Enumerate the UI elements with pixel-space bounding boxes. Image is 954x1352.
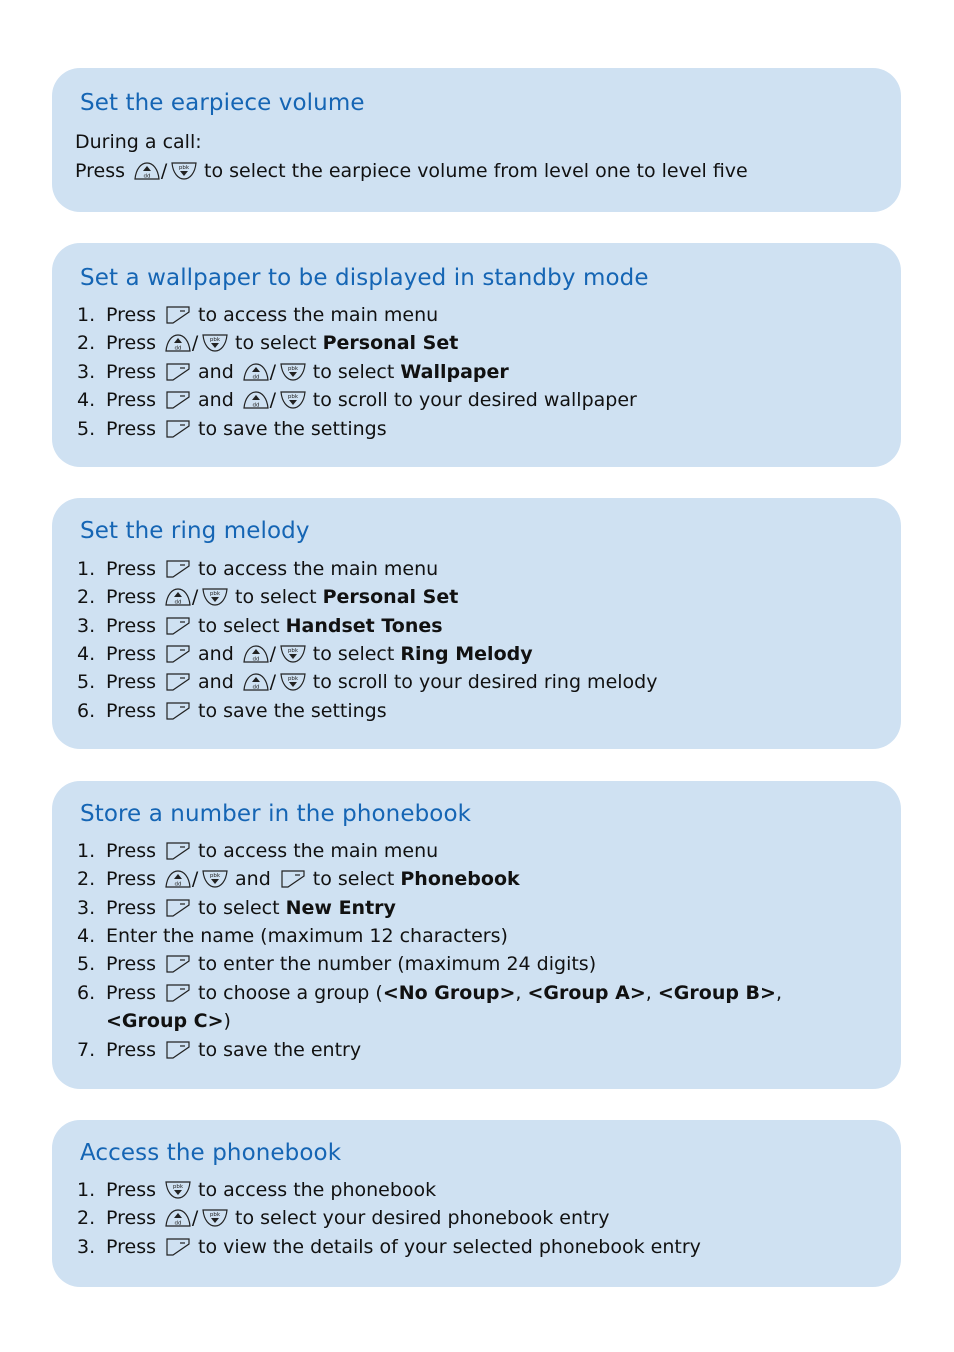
section-ring-melody (52, 498, 901, 749)
step-text: to access the phonebook (198, 1179, 437, 1201)
instruction-text: to select the earpiece volume from level one to level five (204, 160, 748, 182)
section-title: Store a number in the phonebook (80, 801, 472, 827)
menu-key-icon (164, 1237, 192, 1257)
step-item (77, 1038, 361, 1062)
step-number: 5. (77, 418, 96, 440)
press-text: Press (106, 953, 157, 975)
menu-key-icon (164, 419, 192, 439)
step-item (77, 839, 438, 863)
step-text: to save the entry (198, 1039, 362, 1061)
step-text: to access the main menu (198, 840, 439, 862)
step-continuation (106, 1009, 231, 1033)
press-text: Press (106, 671, 157, 693)
menu-key-icon (164, 616, 192, 636)
up-key-icon (164, 869, 192, 889)
press-text: Press (106, 304, 157, 326)
step-number: 1. (77, 840, 96, 862)
section-title: Access the phonebook (80, 1140, 342, 1166)
up-key-icon (164, 1208, 192, 1228)
volume-up-key-icon (133, 161, 161, 181)
step-text: to select (235, 332, 323, 354)
step-text: Enter the name (maximum 12 characters) (106, 925, 508, 947)
and-text: and (235, 868, 271, 890)
step-number: 7. (77, 1039, 96, 1061)
and-text: and (198, 389, 234, 411)
slash-separator: / (269, 361, 276, 383)
press-text: Press (106, 1236, 157, 1258)
press-text: Press (106, 868, 157, 890)
step-bold-text: Ring Melody (400, 643, 533, 665)
menu-key-icon (164, 701, 192, 721)
step-bold-text: New Entry (285, 897, 396, 919)
phonebook-key-icon (164, 1180, 192, 1200)
step-item (77, 614, 443, 638)
step-number: 4. (77, 643, 96, 665)
step-bold-text: Personal Set (322, 586, 459, 608)
slash-separator: / (191, 868, 199, 890)
step-text: to select (235, 586, 323, 608)
menu-key-icon (164, 644, 192, 664)
up-key-icon (164, 587, 192, 607)
press-text: Press (106, 332, 157, 354)
step-item (77, 642, 533, 666)
step-bold-text: Handset Tones (285, 615, 443, 637)
menu-key-icon (164, 954, 192, 974)
closing-paren: ) (223, 1010, 231, 1032)
section-title: Set a wallpaper to be displayed in standby mode (80, 265, 649, 291)
down-key-icon (201, 1208, 229, 1228)
press-text: Press (75, 160, 126, 182)
and-text: and (198, 671, 234, 693)
menu-key-icon (164, 841, 192, 861)
menu-key-icon (164, 898, 192, 918)
slash-separator: / (191, 332, 199, 354)
press-text: Press (106, 558, 157, 580)
step-text: to select (312, 868, 401, 890)
menu-key-icon (164, 672, 192, 692)
section-title: Set the earpiece volume (80, 90, 365, 116)
step-number: 1. (77, 304, 96, 326)
up-key-icon (242, 672, 270, 692)
down-key-icon (279, 644, 307, 664)
down-key-icon (201, 333, 229, 353)
step-text: to select (198, 615, 286, 637)
step-number: 5. (77, 671, 96, 693)
step-number: 3. (77, 897, 96, 919)
step-text: to select (312, 361, 401, 383)
menu-key-icon (164, 390, 192, 410)
step-text: to scroll to your desired wallpaper (312, 389, 637, 411)
down-key-icon (279, 672, 307, 692)
comma-separator: , (775, 982, 783, 1004)
slash-separator: / (191, 1207, 199, 1229)
step-text: to save the settings (198, 700, 387, 722)
step-item (77, 981, 782, 1005)
press-text: Press (106, 615, 157, 637)
up-key-icon (242, 390, 270, 410)
press-text: Press (106, 418, 157, 440)
step-bold-text: Phonebook (400, 868, 520, 890)
down-key-icon (201, 869, 229, 889)
press-text: Press (106, 1179, 157, 1201)
step-number: 6. (77, 700, 96, 722)
step-item (77, 952, 596, 976)
step-item (77, 1178, 436, 1202)
step-number: 1. (77, 1179, 96, 1201)
step-number: 2. (77, 868, 96, 890)
step-text: to select your desired phonebook entry (235, 1207, 610, 1229)
press-text: Press (106, 897, 157, 919)
up-key-icon (242, 644, 270, 664)
press-text: Press (106, 586, 157, 608)
step-item (77, 896, 396, 920)
down-key-icon (279, 362, 307, 382)
step-item (77, 867, 520, 891)
comma-separator: , (515, 982, 528, 1004)
slash-separator: / (160, 160, 168, 182)
group-option: <Group A> (527, 982, 646, 1004)
step-item (77, 331, 458, 355)
step-text: to save the settings (198, 418, 387, 440)
step-item (77, 1235, 701, 1259)
down-key-icon (201, 587, 229, 607)
step-number: 6. (77, 982, 96, 1004)
step-item (77, 670, 657, 694)
step-number: 3. (77, 361, 96, 383)
step-text: to select (312, 643, 401, 665)
step-bold-text: Wallpaper (400, 361, 509, 383)
step-item (77, 699, 387, 723)
intro-label: During a call: (75, 131, 202, 153)
section-title: Set the ring melody (80, 518, 310, 544)
slash-separator: / (269, 643, 276, 665)
step-number: 1. (77, 558, 96, 580)
slash-separator: / (269, 671, 276, 693)
step-bold-text: Personal Set (322, 332, 459, 354)
group-option: <Group B> (657, 982, 776, 1004)
up-key-icon (164, 333, 192, 353)
up-key-icon (242, 362, 270, 382)
slash-separator: / (269, 389, 276, 411)
step-text: to view the details of your selected phonebook entry (198, 1236, 701, 1258)
menu-key-icon (164, 305, 192, 325)
step-text: to enter the number (maximum 24 digits) (198, 953, 597, 975)
press-text: Press (106, 1207, 157, 1229)
step-text: to access the main menu (198, 304, 439, 326)
comma-separator: , (645, 982, 658, 1004)
instruction-line (75, 159, 748, 183)
press-text: Press (106, 643, 157, 665)
group-option: <Group C> (106, 1010, 224, 1032)
step-number: 2. (77, 586, 96, 608)
press-text: Press (106, 700, 157, 722)
step-number: 2. (77, 1207, 96, 1229)
step-item (77, 417, 387, 441)
and-text: and (198, 361, 234, 383)
menu-key-icon (164, 1040, 192, 1060)
step-text: to select (198, 897, 286, 919)
and-text: and (198, 643, 234, 665)
step-item (77, 585, 458, 609)
step-item (77, 360, 509, 384)
press-text: Press (106, 389, 157, 411)
menu-key-icon (164, 983, 192, 1003)
step-number: 4. (77, 389, 96, 411)
group-option: <No Group> (382, 982, 516, 1004)
step-item (77, 303, 438, 327)
section-earpiece-volume (52, 68, 901, 212)
step-text: to choose a group ( (198, 982, 383, 1004)
menu-key-icon (164, 362, 192, 382)
step-item (77, 1206, 610, 1230)
down-key-icon (279, 390, 307, 410)
section-store-number (52, 781, 901, 1089)
intro-text (75, 130, 202, 154)
menu-key-icon (279, 869, 307, 889)
step-item (77, 388, 637, 412)
step-number: 3. (77, 1236, 96, 1258)
volume-down-key-icon (170, 161, 198, 181)
step-number: 2. (77, 332, 96, 354)
section-access-phonebook (52, 1120, 901, 1287)
step-number: 4. (77, 925, 96, 947)
step-text: to access the main menu (198, 558, 439, 580)
press-text: Press (106, 1039, 157, 1061)
step-item (77, 557, 438, 581)
press-text: Press (106, 982, 157, 1004)
section-wallpaper (52, 243, 901, 467)
step-item (77, 924, 508, 948)
press-text: Press (106, 840, 157, 862)
step-text: to scroll to your desired ring melody (312, 671, 658, 693)
menu-key-icon (164, 559, 192, 579)
step-number: 3. (77, 615, 96, 637)
press-text: Press (106, 361, 157, 383)
step-number: 5. (77, 953, 96, 975)
slash-separator: / (191, 586, 199, 608)
